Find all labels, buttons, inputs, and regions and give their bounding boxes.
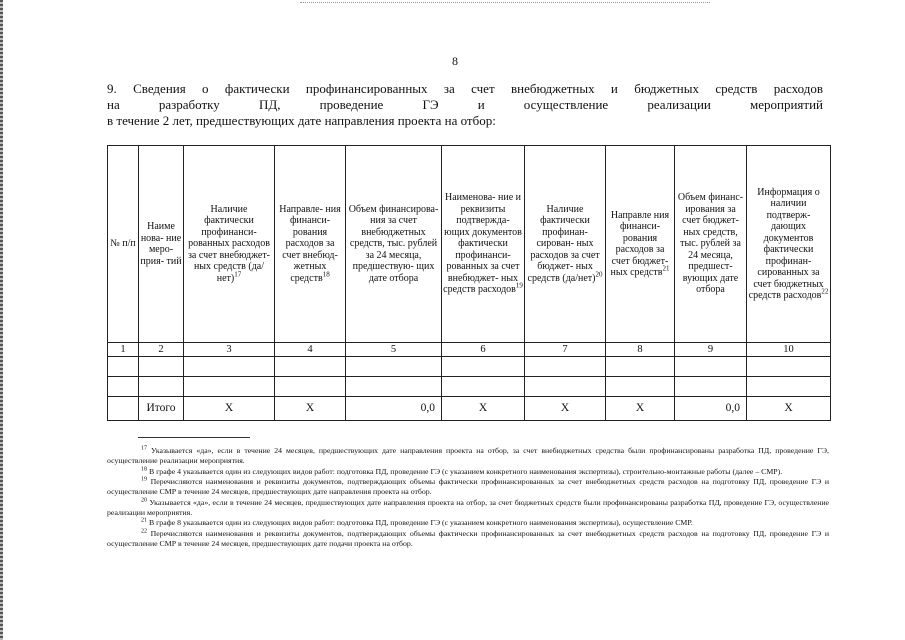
footnote-ref-18: 18 <box>322 270 330 279</box>
scan-top-line <box>300 2 710 3</box>
empty-cell <box>675 377 747 397</box>
empty-cell <box>747 377 831 397</box>
column-number: 2 <box>139 343 184 357</box>
empty-cell <box>525 357 606 377</box>
footnote-20: $^{20}$ Указывается «да», если в течение 24 месяцев, предшествующих дате направления проекта на отбор, за счет бюджетных средств были профинансированы разработка ПД, проведение ГЭ, осуществление реализации мероприятия. <box>107 496 829 517</box>
empty-cell <box>139 377 184 397</box>
header-cell-10: Информация о наличии подтверж- дающих документов фактически профинан- сированных за счет бюджетных средств расходов$^{22}$ <box>747 146 831 343</box>
footnote-17: $^{17}$ Указывается «да», если в течение 24 месяцев, предшествующих дате направления проекта на отбор, за счет внебюджетных средства были профинансированы разработка ПД, проведение ГЭ, осуществление реализации мероприятия. <box>107 445 829 465</box>
total-cell: 0,0 <box>675 397 747 421</box>
column-number: 1 <box>108 343 139 357</box>
header-cell-5: Объем финансирова- ния за счет внебюджетных средств, тыс. рублей за 24 месяца, предшествую- щих дате отбора <box>346 146 442 343</box>
footnotes <box>107 446 829 549</box>
header-cell-6: Наименова- ние и реквизиты подтвержда- ющих документов фактически профинанси- рованных за счет внебюджет- ных средств расходов$^{19}$ <box>442 146 525 343</box>
footnote-22: $^{22}$ Перечисляются наименования и реквизиты документов, подтверждающих объемы фактически профинансированных за счет внебюджетных средств расходов на подготовку ПД, проведение ГЭ и осуществление СМР в течение 24 месяцев, предшествующих дате подачи проекта на отбор. <box>107 527 830 548</box>
footnote-ref-22: 22 <box>821 287 829 296</box>
total-cell: 0,0 <box>346 397 442 421</box>
empty-cell <box>525 377 606 397</box>
table-row-total <box>108 397 831 421</box>
total-cell: X <box>442 397 525 421</box>
footnote-19: $^{19}$ Перечисляются наименования и реквизиты документов, подтверждающих объемы фактически профинансированных за счет внебюджетных средств расходов на подготовку ПД, проведение ГЭ и осуществление СМР в течение 24 месяцев, предшествующих дате направления проекта на отбор. <box>107 476 830 496</box>
header-cell-9: Объем финанс- ирования за счет бюджет- ных средств, тыс. рублей за 24 месяца, предшест- вующих дате отбора <box>675 146 747 343</box>
section-title <box>107 81 823 129</box>
empty-cell <box>184 377 275 397</box>
empty-cell <box>675 357 747 377</box>
column-number: 8 <box>606 343 675 357</box>
total-cell <box>108 397 139 421</box>
section-title-line-3: в течение 2 лет, предшествующих дате направления проекта на отбор: <box>107 113 496 128</box>
column-number: 10 <box>747 343 831 357</box>
empty-cell <box>108 357 139 377</box>
empty-cell <box>275 377 346 397</box>
empty-cell <box>139 357 184 377</box>
section-title-line-2: на разработку ПД, проведение ГЭ и осуществление реализации мероприятий <box>107 97 823 112</box>
column-number: 5 <box>346 343 442 357</box>
section-title-line-1: 9. Сведения о фактически профинансированных за счет внебюджетных и бюджетных средств расходов <box>107 81 823 96</box>
total-cell: X <box>747 397 831 421</box>
total-cell: X <box>275 397 346 421</box>
header-cell-4: Направле- ния финанси- рования расходов за счет внебюд- жетных средств$^{18}$ <box>275 146 346 343</box>
header-cell-7: Наличие фактически профинан- сирован- ных расходов за счет бюджет- ных средств $(да/нет)^{20}$ <box>525 146 606 343</box>
column-number: 7 <box>525 343 606 357</box>
column-number-row <box>108 343 831 357</box>
empty-cell <box>442 357 525 377</box>
footnote-ref-20: 20 <box>595 270 603 279</box>
total-label: Итого <box>139 397 184 421</box>
empty-cell <box>442 377 525 397</box>
empty-cell <box>108 377 139 397</box>
footnote-21: $^{21}$ В графе 8 указывается один из следующих видов работ: подготовка ПД, проведение ГЭ (с указанием конкретного наименования экспертизы), осуществление СМР. <box>141 517 693 527</box>
empty-cell <box>184 357 275 377</box>
empty-cell <box>606 377 675 397</box>
total-cell: X <box>525 397 606 421</box>
empty-cell <box>275 357 346 377</box>
footnote-ref-17: 17 <box>234 270 242 279</box>
column-number: 4 <box>275 343 346 357</box>
header-cell-1: № п/п <box>108 146 139 343</box>
footnote-ref-19: 19 <box>515 281 523 290</box>
column-number: 9 <box>675 343 747 357</box>
header-cell-8: Направле ния финанси- рования расходов за счет бюджет- ных средств$^{21}$ <box>606 146 675 343</box>
page-number: 8 <box>452 54 458 68</box>
footnote-separator <box>138 437 250 438</box>
column-number: 3 <box>184 343 275 357</box>
empty-cell <box>346 377 442 397</box>
header-cell-2: Наиме нова- ние меро- прия- тий <box>139 146 184 343</box>
table-header-row <box>108 146 831 343</box>
total-cell: X <box>606 397 675 421</box>
empty-cell <box>747 357 831 377</box>
scan-edge <box>0 0 3 640</box>
financing-table <box>107 145 831 421</box>
empty-cell <box>606 357 675 377</box>
table-row-empty <box>108 377 831 397</box>
total-cell: X <box>184 397 275 421</box>
table-row-empty <box>108 357 831 377</box>
empty-cell <box>346 357 442 377</box>
header-cell-3: Наличие фактически профинанси- рованных расходов за счет внебюджет- ных средств $(да/нет)^{17}$ <box>184 146 275 343</box>
footnote-18: $^{18}$ В графе 4 указывается один из следующих видов работ: подготовка ПД, проведение ГЭ (с указанием конкретного наименования экспертизы), строительно-монтажные работы (далее – СМР). <box>141 465 783 476</box>
footnote-ref-21: 21 <box>662 264 670 273</box>
column-number: 6 <box>442 343 525 357</box>
